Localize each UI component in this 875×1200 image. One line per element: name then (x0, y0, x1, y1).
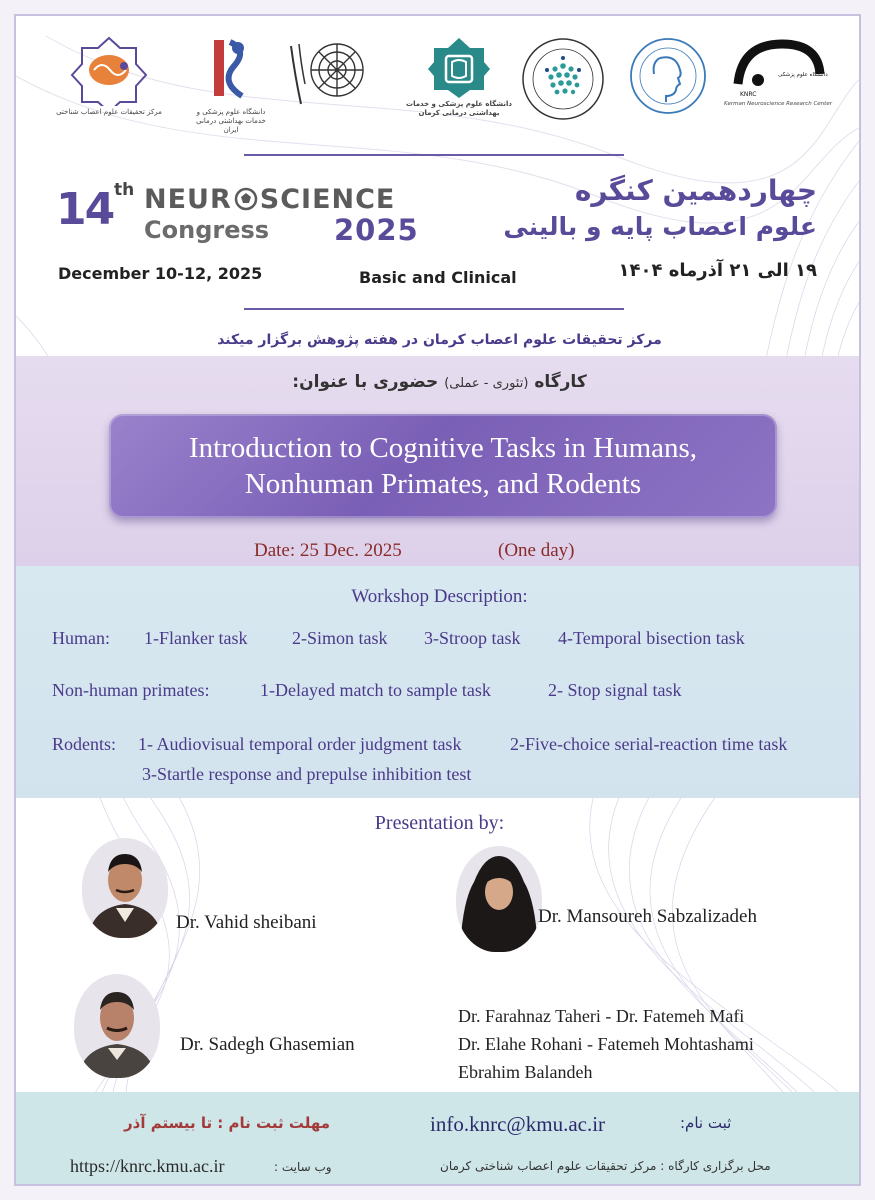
shahid-beheshti-logo (284, 36, 376, 110)
presenter-photo (456, 846, 542, 952)
congress-number-suffix: th (114, 180, 135, 200)
iran-university-icon (208, 36, 254, 106)
soccer-ball-icon (234, 187, 258, 211)
website-link[interactable]: https://knrc.kmu.ac.ir (70, 1156, 225, 1176)
kerman-university-icon (426, 36, 492, 98)
presenter-photo (74, 974, 160, 1078)
human-task: 1-Flanker task (144, 628, 248, 648)
congress-subtitle-en: Basic and Clinical (359, 268, 517, 287)
registration-label: ثبت نام: (680, 1114, 732, 1132)
iranian-neuroscience-society-logo (518, 36, 608, 122)
workshop-duration: (One day) (498, 540, 575, 561)
fa-congress-title: چهاردهمین کنگره (574, 174, 817, 207)
kerman-university-logo (404, 36, 514, 118)
human-label: Human: (52, 628, 110, 648)
shahid-beheshti-icon (285, 36, 375, 110)
knrc-caption: Kerman Neuroscience Research Center (724, 101, 832, 107)
workshop-title-line2: Nonhuman Primates, and Rodents (244, 468, 642, 500)
congress-date-en: December 10-12, 2025 (58, 264, 263, 283)
congress-number: 14 th (56, 180, 135, 235)
neuroscience-wordmark: NEUR SCIENCE (144, 184, 396, 215)
person-icon (82, 838, 168, 938)
knrc-icon (728, 36, 828, 98)
kerman-university-caption: دانشگاه علوم پزشکی و خدمات بهداشتی درمانی کرمان (406, 100, 512, 117)
primates-task: 1-Delayed match to sample task (260, 680, 491, 700)
brain-logo (56, 36, 162, 117)
venue-line: محل برگزاری کارگاه : مرکز تحقیقات علوم اعصاب شناختی کرمان (440, 1159, 771, 1173)
brain-logo-caption: مرکز تحقیقات علوم اعصاب شناختی (56, 108, 162, 116)
brain-icon (70, 36, 148, 106)
head-profile-icon (628, 36, 708, 116)
workshop-title-box (109, 414, 777, 518)
registration-deadline: مهلت ثبت نام : تا بیستم آذر (124, 1114, 331, 1132)
iran-university-caption: دانشگاه علوم پزشکی و خدمات بهداشتی درمانی ایران (196, 108, 266, 134)
organizer-line: مرکز تحقیقات علوم اعصاب کرمان در هفته پژوهش برگزار میکند (217, 332, 662, 348)
description-heading: Workshop Description: (351, 586, 528, 607)
svg-text:KNRC: KNRC (740, 91, 757, 98)
registration-email-link[interactable]: info.knrc@kmu.ac.ir (430, 1112, 606, 1136)
workshop-title-line1: Introduction to Cognitive Tasks in Humans, (188, 432, 698, 464)
primates-task: 2- Stop signal task (548, 680, 682, 700)
fa-congress-subtitle: علوم اعصاب پایه و بالینی (503, 212, 817, 241)
presenter-group-line: Dr. Elahe Rohani - Fatemeh Mohtashami (458, 1034, 754, 1054)
svg-text:دانشگاه علوم پزشکی: دانشگاه علوم پزشکی (778, 72, 828, 78)
logo-row (56, 36, 832, 146)
knrc-logo (724, 36, 832, 109)
presenter-photo (82, 838, 168, 938)
presenters-heading: Presentation by: (374, 812, 505, 834)
presenter-name: Dr. Sadegh Ghasemian (180, 1034, 355, 1055)
website-label: وب سایت : (274, 1160, 332, 1174)
poster (14, 14, 861, 1186)
workshop-heading: کارگاه (تئوری - عملی) حضوری با عنوان: (292, 372, 587, 392)
top-divider (244, 154, 624, 156)
presenter-group-line: Dr. Farahnaz Taheri - Dr. Fatemeh Mafi (458, 1006, 745, 1026)
congress-date-fa: ۱۹ الی ۲۱ آذرماه ۱۴۰۴ (618, 260, 817, 281)
rodents-label: Rodents: (52, 734, 117, 754)
human-task: 4-Temporal bisection task (558, 628, 745, 648)
presenter-name: Dr. Mansoureh Sabzalizadeh (538, 906, 757, 927)
person-icon (456, 846, 542, 952)
head-profile-logo (628, 36, 708, 116)
workshop-date: Date: 25 Dec. 2025 (254, 540, 402, 561)
human-task: 2-Simon task (292, 628, 388, 648)
rodents-task: 1- Audiovisual temporal order judgment task (138, 734, 462, 754)
congress-word: Congress (144, 216, 270, 244)
iran-university-logo (191, 36, 271, 135)
neuroscience-society-icon (520, 36, 606, 122)
presenter-name: Dr. Vahid sheibani (176, 912, 317, 933)
congress-year: 2025 (334, 213, 419, 247)
rodents-task: 3-Startle response and prepulse inhibition test (142, 764, 472, 784)
human-task: 3-Stroop task (424, 628, 521, 648)
header-divider (244, 308, 624, 310)
person-icon (74, 974, 160, 1078)
rodents-task: 2-Five-choice serial-reaction time task (510, 734, 788, 754)
primates-label: Non-human primates: (52, 680, 210, 700)
presenter-group-line: Ebrahim Balandeh (458, 1062, 593, 1082)
